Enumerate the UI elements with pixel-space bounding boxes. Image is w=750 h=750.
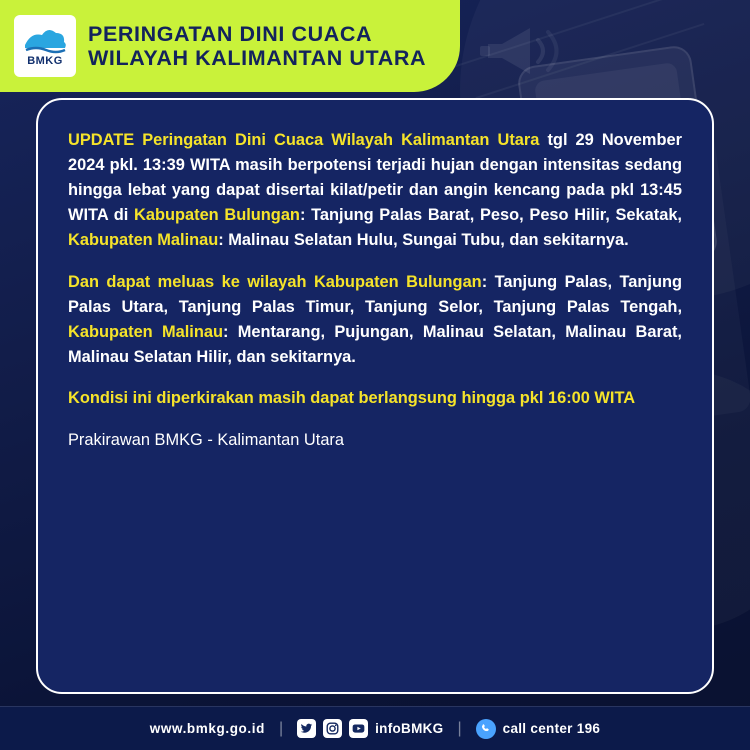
p1-text-6: : Malinau Selatan Hulu, Sungai Tubu, dan sekitarnya.: [218, 230, 629, 249]
poster-footer: [0, 706, 750, 750]
footer-separator-1: |: [278, 719, 284, 737]
p1-highlight-lead: UPDATE Peringatan Dini Cuaca Wilayah Kalimantan Utara: [68, 131, 540, 149]
header-title-line2: WILAYAH KALIMANTAN UTARA: [88, 46, 427, 70]
warning-paragraph-2: [68, 270, 682, 370]
footer-website[interactable]: www.bmkg.go.id: [149, 721, 265, 736]
p1-highlight-malinau: Kabupaten Malinau: [68, 230, 219, 249]
p1-text-4: : Tanjung Palas Barat, Peso, Peso Hilir, Sekatak,: [299, 205, 682, 224]
warning-content-card: [36, 98, 714, 694]
p2-highlight-malinau: Kabupaten Malinau: [68, 322, 223, 341]
p1-text-2: tgl 29 November 2024 pkl. 13:39 WITA masih berpotensi terjadi hujan dengan intensitas sedang hingga lebat yang dapat disertai kilat/petir dan angin kencang pada pkl 13:45 WITA di: [68, 131, 683, 224]
p2-text-5: : Mentarang, Pujungan, Malinau Selatan, Malinau Barat, Malinau Selatan Hilir, dan sekitarnya.: [68, 322, 682, 366]
bmkg-logo-text: BMKG: [27, 54, 63, 67]
header-titles: [88, 22, 426, 70]
warning-paragraph-3: Kondisi ini diperkirakan masih dapat berlangsung hingga pkl 16:00 WITA: [68, 389, 636, 408]
warning-paragraph-1: [68, 128, 682, 253]
p1-highlight-bulungan: Kabupaten Bulungan: [134, 205, 300, 224]
twitter-icon[interactable]: [297, 719, 316, 738]
footer-social-handle[interactable]: infoBMKG: [375, 721, 444, 736]
p2-text-3: : Tanjung Palas, Tanjung Palas Utara, Tanjung Palas Timur, Tanjung Selor, Tanjung Palas Tengah,: [68, 272, 682, 316]
p2-highlight-bulungan: Kabupaten Bulungan: [313, 272, 482, 291]
p2-highlight-lead: Dan dapat meluas ke wilayah: [68, 272, 314, 291]
footer-social-group: [297, 719, 443, 738]
footer-separator-2: |: [457, 719, 462, 737]
megaphone-icon: [478, 18, 568, 85]
youtube-icon[interactable]: [349, 719, 368, 738]
header-title-line1: PERINGATAN DINI CUACA: [88, 21, 373, 46]
footer-call-group: [476, 719, 601, 739]
warning-signature: Prakirawan BMKG - Kalimantan Utara: [68, 431, 345, 450]
warning-body-text: [68, 128, 682, 453]
phone-icon: [476, 719, 496, 739]
bmkg-logo-mark: [22, 26, 68, 54]
footer-call-center[interactable]: call center 196: [502, 721, 601, 736]
bmkg-logo: [14, 15, 76, 77]
poster-header: [0, 0, 460, 92]
instagram-icon[interactable]: [323, 719, 342, 738]
